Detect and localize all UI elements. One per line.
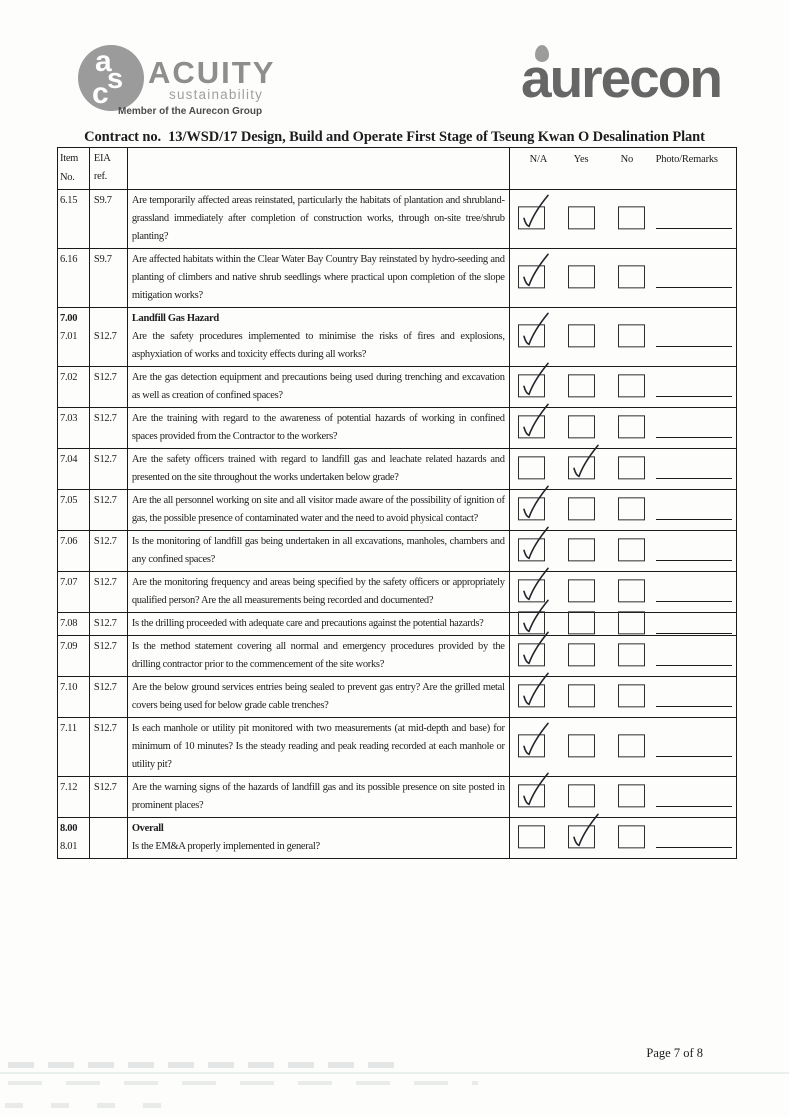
item-no-cell: 6.15 (58, 190, 90, 248)
item-no-cell: 8.00 8.01 (58, 818, 90, 858)
page-number: Page 7 of 8 (646, 1046, 703, 1060)
aurecon-logo-text: aurecon (521, 47, 721, 109)
yes-checkbox (568, 579, 595, 602)
eia-ref-cell: S12.7 (90, 572, 128, 612)
question-cell (128, 572, 510, 612)
acuity-logo-subtitle: sustainability (169, 87, 264, 102)
answer-cell (510, 308, 736, 366)
table-row (58, 635, 736, 676)
eia-ref-cell: S12.7 (90, 490, 128, 530)
answer-cell (510, 408, 736, 448)
header-question (128, 148, 510, 189)
question-text: Is the method statement covering all normal and emergency procedures provided by the drilling contractor prior to the commencement of the site works? (131, 641, 505, 670)
remarks-line (656, 706, 732, 707)
question-text: Is the drilling proceeded with adequate care and precautions against the potential hazards? (131, 618, 484, 629)
header-na: N/A (529, 154, 548, 165)
yes-checkbox (568, 611, 595, 634)
item-no-cell: 6.16 (58, 249, 90, 307)
question-text: Are the monitoring frequency and areas being specified by the safety officers or appropriately qualified person? Are the all measurements being recorded and documented? (131, 577, 505, 606)
na-checkbox (518, 415, 545, 438)
table-row (58, 448, 736, 489)
table-body (58, 189, 736, 858)
table-header-row (58, 148, 736, 189)
remarks-line (656, 396, 732, 397)
yes-checkbox (568, 374, 595, 397)
eia-ref-cell: S12.7 (90, 408, 128, 448)
yes-checkbox (568, 734, 595, 757)
table-row (58, 407, 736, 448)
item-no-cell: 7.06 (58, 531, 90, 571)
table-row (58, 571, 736, 612)
tick-mark-icon (517, 669, 551, 709)
scan-ghosting (8, 1062, 394, 1068)
no-checkbox (618, 643, 645, 666)
monogram-letter-s: s (107, 63, 124, 95)
na-checkbox (518, 374, 545, 397)
question-cell (128, 190, 510, 248)
no-checkbox (618, 374, 645, 397)
yes-checkbox (568, 784, 595, 807)
no-checkbox (618, 611, 645, 634)
na-checkbox (518, 684, 545, 707)
question-cell (128, 408, 510, 448)
table-row (58, 489, 736, 530)
question-cell (128, 777, 510, 817)
question-cell (128, 718, 510, 776)
answer-cell (510, 190, 736, 248)
eia-ref-cell: S12.7 (90, 677, 128, 717)
eia-ref-cell: S12.7 (90, 777, 128, 817)
eia-ref-cell: S12.7 (90, 718, 128, 776)
question-cell (128, 449, 510, 489)
question-cell (128, 818, 510, 858)
tick-mark-icon (517, 191, 551, 231)
answer-cell (510, 777, 736, 817)
na-checkbox (518, 456, 545, 479)
no-checkbox (618, 784, 645, 807)
question-text: Is each manhole or utility pit monitored with two measurements (at mid-depth and base) for minimum of 10 minutes? Is the steady reading and peak reading recorded at each manhole or utility pit? (131, 723, 505, 770)
table-row (58, 189, 736, 248)
answer-cell (510, 818, 736, 858)
na-checkbox (518, 324, 545, 347)
na-checkbox (518, 825, 545, 848)
question-text: Are temporarily affected areas reinstated, particularly the habitats of plantation and shrubland-grassland immediately after completion of construction works, through on-site tree/shrub planting? (131, 195, 505, 242)
question-cell (128, 308, 510, 366)
yes-checkbox (568, 825, 595, 848)
item-no-cell: 7.04 (58, 449, 90, 489)
table-row (58, 676, 736, 717)
answer-cell (510, 677, 736, 717)
header-photo-remarks: Photo/Remarks (655, 154, 718, 165)
question-cell (128, 677, 510, 717)
header-item-no: Item No. (58, 148, 90, 189)
remarks-line (656, 847, 732, 848)
na-checkbox (518, 734, 545, 757)
remarks-line (656, 806, 732, 807)
item-no-cell: 7.05 (58, 490, 90, 530)
remarks-line (656, 601, 732, 602)
yes-checkbox (568, 324, 595, 347)
table-row (58, 248, 736, 307)
eia-ref-cell: S12.7 (90, 636, 128, 676)
item-no-cell: 7.08 (58, 613, 90, 635)
tick-mark-icon (567, 810, 601, 850)
eia-ref-cell: S12.7 (90, 367, 128, 407)
acuity-member-text: Member of the Aurecon Group (118, 106, 263, 117)
question-cell (128, 249, 510, 307)
question-text: Are the below ground services entries being sealed to prevent gas entry? Are the grilled metal covers being used for below grade cable trenches? (131, 682, 505, 711)
na-checkbox (518, 206, 545, 229)
na-checkbox (518, 643, 545, 666)
item-no-cell: 7.11 (58, 718, 90, 776)
remarks-line (656, 519, 732, 520)
question-text: Are the safety officers trained with regard to landfill gas and leachate related hazards and presented on the site throughout the works undertaken below grade? (131, 454, 505, 483)
eia-ref-cell: S9.7 (90, 249, 128, 307)
tick-mark-icon (517, 359, 551, 399)
question-text: Are the training with regard to the awareness of potential hazards of working in confined spaces provided from the Contractor to the workers? (131, 413, 505, 442)
question-cell (128, 531, 510, 571)
yes-checkbox (568, 206, 595, 229)
yes-checkbox (568, 265, 595, 288)
yes-checkbox (568, 497, 595, 520)
item-no-cell: 7.10 (58, 677, 90, 717)
remarks-line (656, 560, 732, 561)
remarks-line (656, 346, 732, 347)
item-no-cell: 7.02 (58, 367, 90, 407)
question-text: Are the safety procedures implemented to minimise the risks of fires and explosions, asphyxiation of works and toxicity effects during all works? (131, 331, 505, 360)
tick-mark-icon (517, 719, 551, 759)
tick-mark-icon (517, 250, 551, 290)
remarks-line (656, 437, 732, 438)
table-row (58, 776, 736, 817)
na-checkbox (518, 784, 545, 807)
tick-mark-icon (517, 309, 551, 349)
answer-cell (510, 249, 736, 307)
eia-ref-cell: S9.7 (90, 190, 128, 248)
eia-ref-cell: S12.7 (90, 449, 128, 489)
no-checkbox (618, 415, 645, 438)
question-text: Is the monitoring of landfill gas being undertaken in all excavations, manholes, chambers and any confined spaces? (131, 536, 505, 565)
scan-ghosting (8, 1081, 478, 1085)
yes-checkbox (568, 538, 595, 561)
question-cell (128, 490, 510, 530)
question-cell (128, 613, 510, 635)
remarks-line (656, 633, 732, 634)
tick-mark-icon (517, 523, 551, 563)
tick-mark-icon (517, 400, 551, 440)
item-no-cell: 7.00 7.01 (58, 308, 90, 366)
remarks-line (656, 756, 732, 757)
yes-checkbox (568, 684, 595, 707)
question-text: Is the EM&A properly implemented in general? (131, 841, 320, 852)
eia-ref-cell: S12.7 (90, 308, 128, 366)
question-cell (128, 367, 510, 407)
na-checkbox (518, 538, 545, 561)
header-eia-ref: EIA ref. (90, 148, 128, 189)
monogram-letter-c: c (92, 77, 109, 110)
item-no-cell: 7.07 (58, 572, 90, 612)
no-checkbox (618, 579, 645, 602)
table-row (58, 530, 736, 571)
section-heading: Overall (131, 823, 164, 834)
acuity-logo-text: ACUITY (148, 55, 276, 90)
question-text: Are the gas detection equipment and precautions being used during trenching and excavation as well as creation of confined spaces? (131, 372, 505, 401)
header-answers (510, 148, 736, 189)
no-checkbox (618, 684, 645, 707)
checklist-table (57, 147, 737, 859)
no-checkbox (618, 497, 645, 520)
yes-checkbox (568, 415, 595, 438)
acuity-monogram-icon (78, 45, 144, 111)
scan-ghosting (0, 1072, 789, 1074)
no-checkbox (618, 538, 645, 561)
remarks-line (656, 478, 732, 479)
item-no-cell: 7.12 (58, 777, 90, 817)
table-row (58, 817, 736, 858)
remarks-line (656, 287, 732, 288)
item-no-cell: 7.09 (58, 636, 90, 676)
no-checkbox (618, 456, 645, 479)
section-heading: Landfill Gas Hazard (131, 313, 219, 324)
remarks-line (656, 665, 732, 666)
table-row (58, 366, 736, 407)
na-checkbox (518, 265, 545, 288)
table-row (58, 307, 736, 366)
item-no-cell: 7.03 (58, 408, 90, 448)
eia-ref-cell (90, 818, 128, 858)
table-row (58, 612, 736, 635)
yes-checkbox (568, 456, 595, 479)
scan-ghosting (5, 1103, 170, 1108)
header-yes: Yes (573, 154, 589, 165)
no-checkbox (618, 734, 645, 757)
question-cell (128, 636, 510, 676)
eia-ref-cell: S12.7 (90, 531, 128, 571)
remarks-line (656, 228, 732, 229)
document-title: Contract no. 13/WSD/17 Design, Build and Operate First Stage of Tseung Kwan O Desalination Plant (84, 129, 705, 145)
tick-mark-icon (517, 628, 551, 668)
no-checkbox (618, 825, 645, 848)
question-text: Are the all personnel working on site and all visitor made aware of the possibility of ignition of gas, the possible presence of contaminated water and the need to avoid physical contact? (131, 495, 505, 524)
yes-checkbox (568, 643, 595, 666)
no-checkbox (618, 265, 645, 288)
question-text: Are affected habitats within the Clear Water Bay Country Bay reinstated by hydro-seeding and planting of climbers and native shrub seedlings where practical upon completion of the slope mitigation works? (131, 254, 505, 301)
answer-cell (510, 718, 736, 776)
tick-mark-icon (517, 769, 551, 809)
monogram-letter-a: a (95, 45, 112, 78)
no-checkbox (618, 206, 645, 229)
tick-mark-icon (567, 441, 601, 481)
tick-mark-icon (517, 482, 551, 522)
header-no: No (620, 154, 634, 165)
table-row (58, 717, 736, 776)
na-checkbox (518, 497, 545, 520)
eia-ref-cell: S12.7 (90, 613, 128, 635)
no-checkbox (618, 324, 645, 347)
question-text: Are the warning signs of the hazards of landfill gas and its possible presence on site posted in prominent places? (131, 782, 505, 811)
